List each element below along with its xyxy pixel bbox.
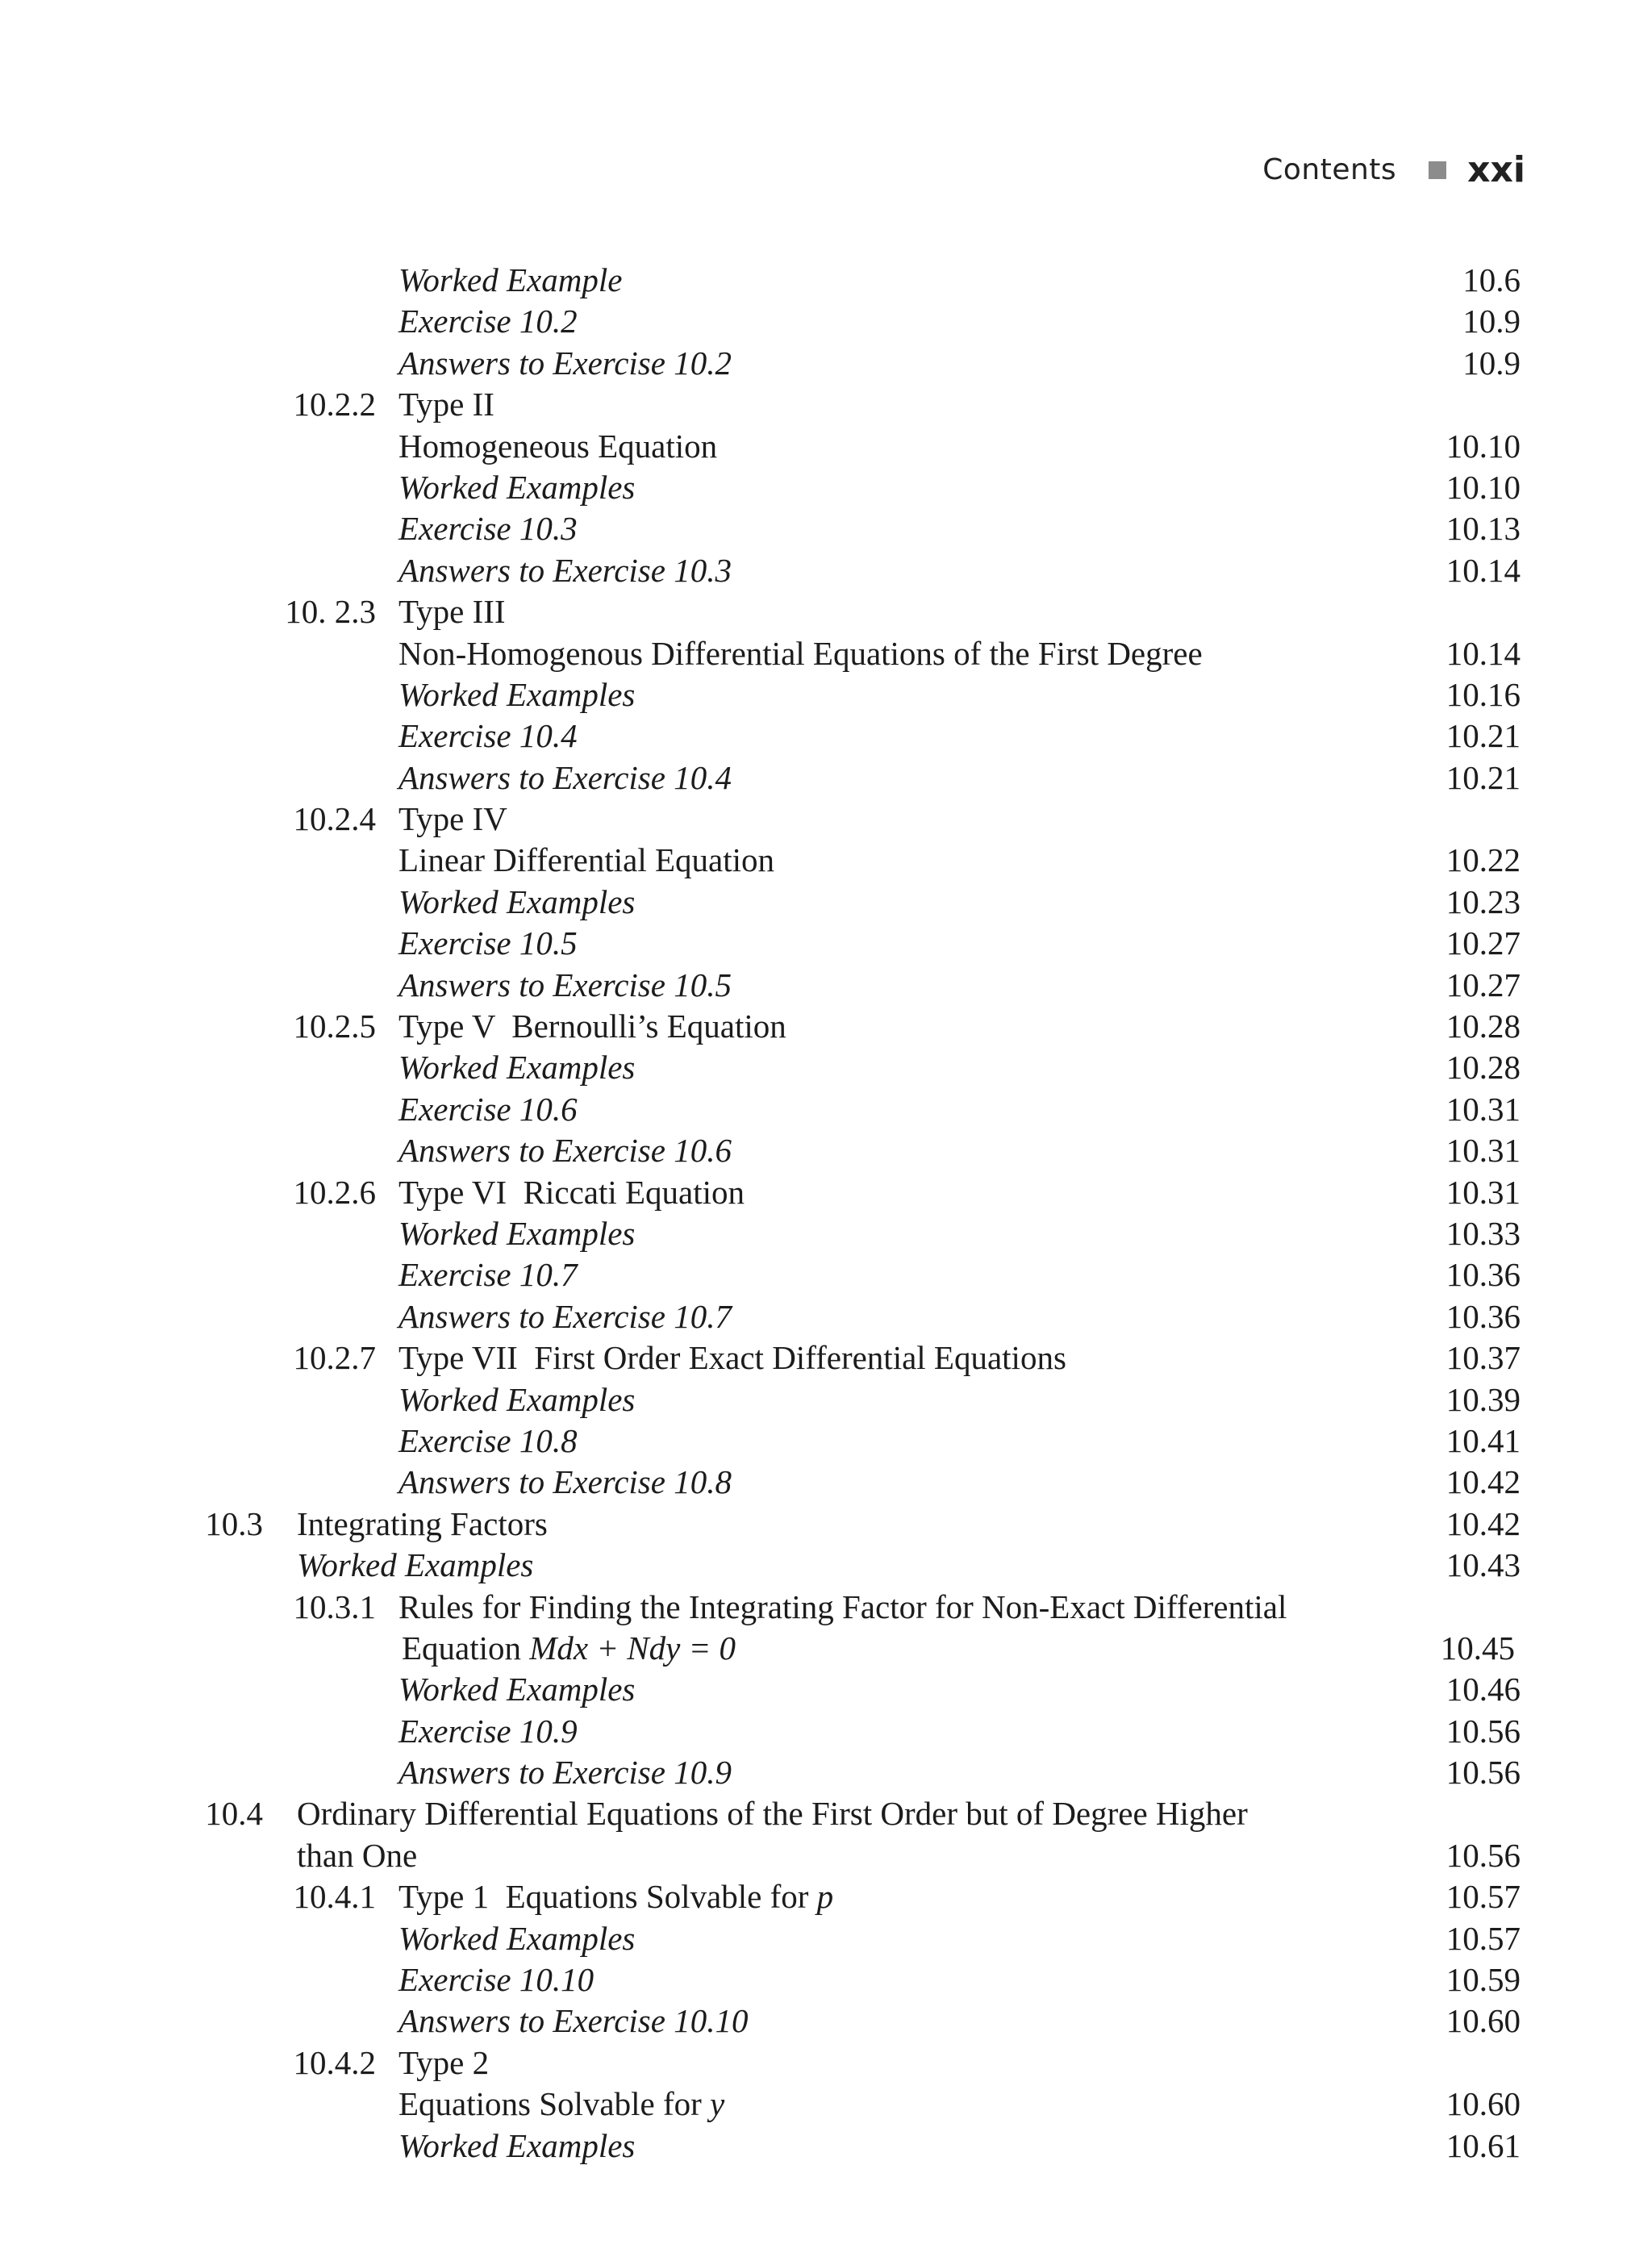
toc-entry-page: 10.23 <box>1446 882 1521 920</box>
toc-entry <box>0 1089 1652 1130</box>
toc-entry-page: 10.31 <box>1446 1090 1521 1128</box>
toc-entry-number: 10.3.1 <box>293 1587 376 1625</box>
toc-entry <box>0 1337 1652 1379</box>
toc-entry-title <box>398 2084 724 2125</box>
toc-entry-title <box>398 1669 635 1710</box>
toc-entry-page: 10.57 <box>1446 1919 1521 1957</box>
toc-entry-title-text: Type V Bernoulli’s Equation <box>398 1008 786 1045</box>
toc-entry-title <box>398 1254 578 1295</box>
toc-entry-title-text: Exercise 10.8 <box>398 1421 578 1459</box>
toc-entry-number: 10.2.2 <box>293 386 376 423</box>
toc-entry-page: 10.60 <box>1446 2002 1521 2040</box>
toc-entry <box>0 1421 1652 1462</box>
toc-entry-page: 10.59 <box>1446 1961 1521 1999</box>
toc-entry-title <box>398 2126 635 2167</box>
toc-entry <box>0 550 1652 591</box>
toc-entry-title-text: Answers to Exercise 10.3 <box>398 551 732 589</box>
toc-entry <box>0 1959 1652 2000</box>
toc-entry-number: 10.2.7 <box>293 1339 376 1377</box>
toc-entry-title <box>398 1752 732 1793</box>
toc-entry-page: 10.37 <box>1446 1339 1521 1377</box>
toc-entry-page: 10.43 <box>1446 1546 1521 1584</box>
toc-entry-math: p <box>816 1878 834 1916</box>
toc-entry-number: 10. 2.3 <box>285 593 376 631</box>
toc-entry <box>0 301 1652 342</box>
toc-entry-page: 10.60 <box>1446 2085 1521 2123</box>
toc-entry-title-text: Equations Solvable for <box>398 2085 711 2123</box>
toc-entry <box>0 260 1652 301</box>
toc-entry-page: 10.27 <box>1446 966 1521 1003</box>
toc-entry-title-text: Exercise 10.3 <box>398 510 578 548</box>
toc-entry-page: 10.56 <box>1446 1712 1521 1750</box>
toc-entry-page: 10.28 <box>1446 1008 1521 1045</box>
toc-entry <box>0 1835 1652 1876</box>
toc-entry-title-text: Answers to Exercise 10.4 <box>398 758 732 796</box>
toc-entry-page: 10.14 <box>1446 551 1521 589</box>
toc-entry-title <box>297 1835 417 1876</box>
toc-entry-title <box>297 1793 1248 1834</box>
toc-entry-title-text: Answers to Exercise 10.10 <box>398 2002 749 2040</box>
toc-entry <box>0 1876 1652 1917</box>
toc-entry-number: 10.2.5 <box>293 1008 376 1045</box>
toc-entry-title <box>398 2000 748 2042</box>
toc-entry-title-text: Type II <box>398 386 494 423</box>
toc-entry <box>0 1587 1652 1628</box>
toc-entry <box>0 591 1652 632</box>
toc-entry-page: 10.42 <box>1446 1504 1521 1542</box>
toc-entry-title <box>398 1172 745 1213</box>
toc-entry-title-text: Exercise 10.2 <box>398 302 578 340</box>
toc-entry-title-text: Worked Examples <box>398 1671 636 1708</box>
toc-entry-page: 10.42 <box>1446 1463 1521 1501</box>
toc-entry-title <box>398 757 732 799</box>
toc-entry <box>0 633 1652 674</box>
toc-entry-title-text: Type 2 <box>398 2043 490 2081</box>
toc-entry-title <box>398 591 506 632</box>
toc-entry-page: 10.31 <box>1446 1132 1521 1170</box>
toc-entry-title-text: Type 1 Equations Solvable for <box>398 1878 817 1916</box>
toc-entry-title <box>398 1462 732 1503</box>
toc-entry <box>0 1918 1652 1959</box>
toc-entry-title-text: Answers to Exercise 10.2 <box>398 344 732 382</box>
toc-entry-title-text: Answers to Exercise 10.7 <box>398 1297 732 1335</box>
toc-entry-title <box>398 965 732 1006</box>
toc-entry-title <box>398 343 732 384</box>
toc-entry <box>0 965 1652 1006</box>
toc-entry-title-text: Answers to Exercise 10.9 <box>398 1754 732 1792</box>
toc-entry <box>0 1296 1652 1337</box>
toc-entry-page: 10.21 <box>1446 717 1521 755</box>
toc-entry-number: 10.4 <box>205 1795 263 1833</box>
square-bullet-icon <box>1429 161 1446 179</box>
toc-entry-title-text: Exercise 10.7 <box>398 1256 578 1294</box>
toc-entry <box>0 715 1652 757</box>
toc-entry-page: 10.31 <box>1446 1173 1521 1211</box>
toc-entry <box>0 2126 1652 2167</box>
toc-entry <box>0 2000 1652 2042</box>
toc-entry-page: 10.13 <box>1446 510 1521 548</box>
toc-entry <box>0 1462 1652 1503</box>
toc-entry-page: 10.6 <box>1462 261 1521 298</box>
toc-entry-title-text: Exercise 10.10 <box>398 1961 594 1999</box>
toc-entry-title <box>297 1504 548 1545</box>
toc-entry-title-text: Ordinary Differential Equations of the First Order but of Degree Higher <box>297 1795 1248 1833</box>
toc-entry <box>0 1504 1652 1545</box>
toc-entry-title-text: Worked Examples <box>398 1214 636 1252</box>
toc-entry-title <box>398 1421 578 1462</box>
toc-entry-title <box>398 1876 833 1917</box>
toc-entry-title <box>398 1379 635 1421</box>
toc-entry-title-text: Worked Examples <box>398 2126 636 2164</box>
toc-entry-title <box>398 840 774 881</box>
toc-entry-title <box>398 550 732 591</box>
toc-entry-title <box>398 426 717 467</box>
toc-entry-title-text: Answers to Exercise 10.6 <box>398 1132 732 1170</box>
toc-entry-page: 10.41 <box>1446 1421 1521 1459</box>
toc-entry <box>0 426 1652 467</box>
toc-entry-title-text: than One <box>297 1836 418 1874</box>
toc-entry-title <box>398 1918 635 1959</box>
toc-entry-title <box>402 1628 736 1669</box>
toc-entry <box>0 1793 1652 1834</box>
toc-entry-title <box>398 1959 594 2000</box>
toc-entry-title <box>398 508 578 549</box>
toc-entry-title-text: Type IV <box>398 800 507 838</box>
toc-entry <box>0 1545 1652 1586</box>
toc-entry-page: 10.56 <box>1446 1836 1521 1874</box>
toc-entry-title <box>398 1337 1066 1379</box>
toc-entry-title <box>398 260 622 301</box>
toc-entry-title <box>398 674 635 715</box>
toc-entry <box>0 674 1652 715</box>
toc-entry-number: 10.3 <box>205 1504 263 1542</box>
toc-entry-title-text: Type VII First Order Exact Differential Equations <box>398 1339 1066 1377</box>
toc-entry-math: y <box>710 2085 725 2123</box>
toc-entry-page: 10.57 <box>1446 1878 1521 1916</box>
toc-entry-title-text: Answers to Exercise 10.5 <box>398 966 732 1003</box>
toc-entry-title <box>398 1711 578 1752</box>
toc-entry-title <box>398 715 578 757</box>
toc-entry-title <box>398 1006 786 1047</box>
toc-entry <box>0 343 1652 384</box>
toc-entry-title-text: Worked Examples <box>398 1380 636 1418</box>
toc-entry <box>0 757 1652 799</box>
toc-entry-page: 10.16 <box>1446 675 1521 713</box>
toc-entry-title-text: Homogeneous Equation <box>398 427 718 465</box>
toc-entry-page: 10.9 <box>1462 302 1521 340</box>
toc-entry <box>0 1711 1652 1752</box>
toc-entry-page: 10.28 <box>1446 1049 1521 1087</box>
toc-entry-title-text: Exercise 10.4 <box>398 717 578 755</box>
toc-entry-title <box>398 1130 732 1171</box>
header-page-number: xxi <box>1467 149 1525 190</box>
toc-entry-page: 10.61 <box>1446 2126 1521 2164</box>
toc-entry-page: 10.21 <box>1446 758 1521 796</box>
toc-entry-math: Mdx + Ndy = 0 <box>529 1629 736 1667</box>
toc-entry-title <box>398 384 494 425</box>
toc-entry-title-text: Worked Example <box>398 261 623 298</box>
toc-entry-title-text: Worked Examples <box>398 675 636 713</box>
toc-entry <box>0 923 1652 964</box>
toc-entry-title <box>398 1296 732 1337</box>
toc-entry <box>0 1379 1652 1421</box>
toc-entry-title-text: Worked Examples <box>297 1546 534 1584</box>
running-header <box>1262 149 1525 190</box>
toc-entry <box>0 2042 1652 2084</box>
toc-entry <box>0 1006 1652 1047</box>
toc-entry-title <box>398 799 507 840</box>
toc-entry-title-text: Answers to Exercise 10.8 <box>398 1463 732 1501</box>
toc-entry <box>0 1172 1652 1213</box>
toc-entry-title-text: Type III <box>398 593 506 631</box>
toc-entry-number: 10.4.1 <box>293 1878 376 1916</box>
toc-entry-title-text: Worked Examples <box>398 468 636 506</box>
toc-entry <box>0 1130 1652 1171</box>
toc-entry-title-text: Linear Differential Equation <box>398 841 774 879</box>
toc-entry <box>0 799 1652 840</box>
toc-entry-page: 10.33 <box>1446 1214 1521 1252</box>
toc-entry-title <box>398 1047 635 1088</box>
toc-entry-title-text: Type VI Riccati Equation <box>398 1173 745 1211</box>
toc-entry-title-text: Rules for Finding the Integrating Factor for Non-Exact Differential <box>398 1587 1287 1625</box>
toc-entry-page: 10.36 <box>1446 1256 1521 1294</box>
toc-entry-title <box>297 1545 533 1586</box>
toc-entry-page: 10.39 <box>1446 1380 1521 1418</box>
toc-entry <box>0 384 1652 425</box>
toc-entry <box>0 1047 1652 1088</box>
toc-entry <box>0 467 1652 508</box>
toc-entry-title <box>398 882 635 923</box>
toc-entry-page: 10.10 <box>1446 427 1521 465</box>
toc-entry-title <box>398 1089 578 1130</box>
toc-entry-title-text: Equation <box>402 1629 530 1667</box>
toc-entry <box>0 1254 1652 1295</box>
toc-entry-page: 10.27 <box>1446 924 1521 962</box>
toc-entry <box>0 840 1652 881</box>
toc-entry-page: 10.9 <box>1462 344 1521 382</box>
toc-entry-title-text: Non-Homogenous Differential Equations of the First Degree <box>398 634 1203 672</box>
toc-entry-title <box>398 633 1203 674</box>
toc-entry <box>0 1628 1652 1669</box>
toc-entry-title-text: Integrating Factors <box>297 1504 548 1542</box>
toc-entry-page: 10.56 <box>1446 1754 1521 1792</box>
toc-entry-number: 10.4.2 <box>293 2043 376 2081</box>
toc-entry <box>0 1669 1652 1710</box>
header-label: Contents <box>1262 153 1397 186</box>
toc-entry-page: 10.14 <box>1446 634 1521 672</box>
toc-entry-title <box>398 923 578 964</box>
toc-entry-title-text: Worked Examples <box>398 1919 636 1957</box>
toc-entry-title-text: Worked Examples <box>398 882 636 920</box>
toc-entry-title-text: Worked Examples <box>398 1049 636 1087</box>
table-of-contents <box>0 260 1652 2167</box>
toc-entry <box>0 1752 1652 1793</box>
toc-entry-title <box>398 301 578 342</box>
toc-entry <box>0 882 1652 923</box>
toc-entry-title-text: Exercise 10.5 <box>398 924 578 962</box>
toc-entry-page: 10.22 <box>1446 841 1521 879</box>
toc-entry <box>0 508 1652 549</box>
toc-entry-page: 10.10 <box>1446 468 1521 506</box>
toc-entry-title <box>398 467 635 508</box>
toc-entry <box>0 1213 1652 1254</box>
toc-entry-title <box>398 2042 489 2084</box>
toc-entry-title-text: Exercise 10.6 <box>398 1090 578 1128</box>
toc-entry-title-text: Exercise 10.9 <box>398 1712 578 1750</box>
toc-entry-title <box>398 1213 635 1254</box>
toc-entry-page: 10.45 <box>1440 1629 1515 1667</box>
toc-entry-page: 10.36 <box>1446 1297 1521 1335</box>
toc-entry <box>0 2084 1652 2125</box>
toc-entry-page: 10.46 <box>1446 1671 1521 1708</box>
toc-entry-number: 10.2.4 <box>293 800 376 838</box>
toc-entry-title <box>398 1587 1287 1628</box>
toc-entry-number: 10.2.6 <box>293 1173 376 1211</box>
